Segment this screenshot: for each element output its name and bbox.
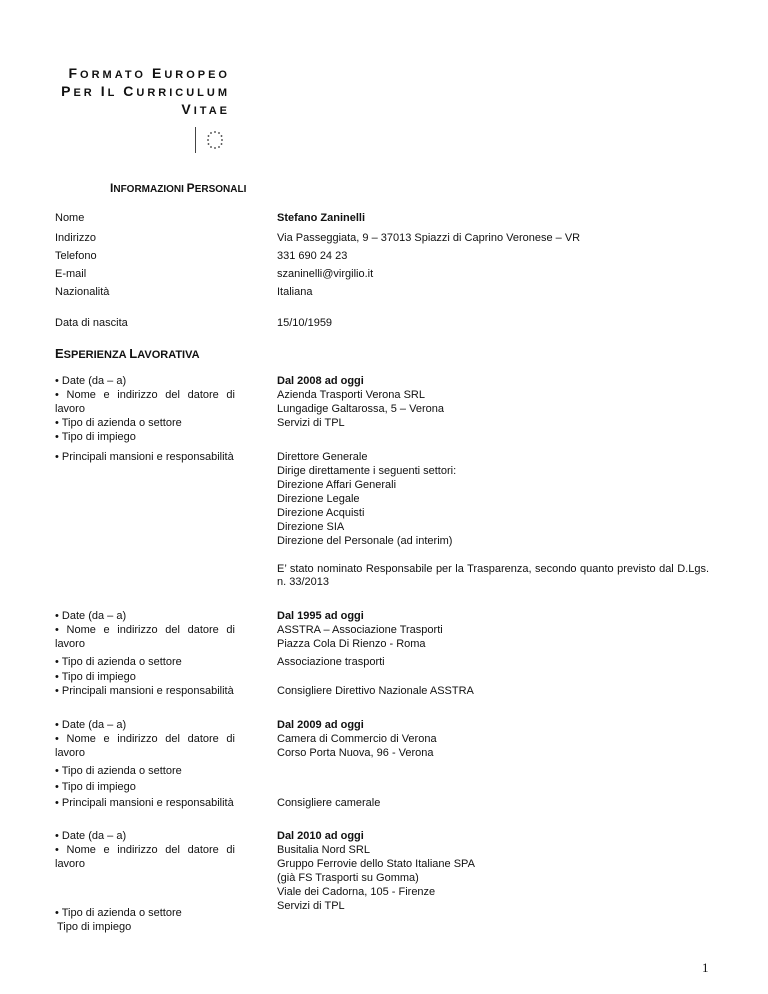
label-sector: • Tipo di azienda o settore xyxy=(55,417,182,429)
label-nome: Nome xyxy=(55,212,85,224)
entry-date: Dal 2009 ad oggi xyxy=(277,719,364,731)
entry-date: Dal 2008 ad oggi xyxy=(277,375,364,387)
section-title-personal: INFORMAZIONI PERSONALI xyxy=(110,181,247,195)
value-indirizzo: Via Passeggiata, 9 – 37013 Spiazzi di Caprino Veronese – VR xyxy=(277,232,581,244)
eu-flag-logo xyxy=(195,127,234,153)
label-date: • Date (da – a) xyxy=(55,375,127,387)
label-job-type: • Tipo di impiego xyxy=(55,781,136,793)
value-email: szaninelli@virgilio.it xyxy=(277,268,374,280)
label-employer: • Nome e indirizzo del datore di xyxy=(55,624,235,636)
label-employer: • Nome e indirizzo del datore di xyxy=(55,733,235,745)
label-date: • Date (da – a) xyxy=(55,719,127,731)
section-title-experience: ESPERIENZA LAVORATIVA xyxy=(55,346,200,361)
entry-duty: Direzione Affari Generali xyxy=(277,479,397,491)
entry-employer: (già FS Trasporti su Gomma) xyxy=(277,872,419,884)
entry-duty: Dirige direttamente i seguenti settori: xyxy=(277,465,457,477)
label-duties: • Principali mansioni e responsabilità xyxy=(55,451,234,463)
entry-sector: Servizi di TPL xyxy=(277,417,345,429)
entry-employer: ASSTRA – Associazione Trasporti xyxy=(277,624,443,636)
page-number: 1 xyxy=(702,960,709,975)
label-job-type: • Tipo di impiego xyxy=(55,671,136,683)
label-employer-cont: lavoro xyxy=(55,747,85,759)
label-nazionalita: Nazionalità xyxy=(55,286,110,298)
entry-duty: Direzione Legale xyxy=(277,493,360,505)
entry-employer: Gruppo Ferrovie dello Stato Italiane SPA xyxy=(277,858,475,870)
cv-header-line2: PER IL CURRICULUM xyxy=(61,83,230,99)
entry-employer: Camera di Commercio di Verona xyxy=(277,733,437,745)
label-telefono: Telefono xyxy=(55,250,97,262)
entry-employer: Lungadige Galtarossa, 5 – Verona xyxy=(277,403,444,415)
entry-note: E’ stato nominato Responsabile per la Trasparenza, secondo quanto previsto dal D.Lgs. n. 33/2013 xyxy=(277,563,709,588)
label-email: E-mail xyxy=(55,268,87,280)
label-date: • Date (da – a) xyxy=(55,830,127,842)
entry-date: Dal 1995 ad oggi xyxy=(277,610,364,622)
entry-duty: Direzione SIA xyxy=(277,521,345,533)
entry-sector: Associazione trasporti xyxy=(277,656,385,668)
label-job-type: Tipo di impiego xyxy=(57,921,132,933)
cv-header-line1: FORMATO EUROPEO xyxy=(68,65,230,81)
label-sector: • Tipo di azienda o settore xyxy=(55,765,182,777)
label-employer-cont: lavoro xyxy=(55,403,85,415)
entry-employer: Corso Porta Nuova, 96 - Verona xyxy=(277,747,434,759)
label-employer: • Nome e indirizzo del datore di xyxy=(55,844,235,856)
label-data-nascita: Data di nascita xyxy=(55,317,128,329)
entry-employer: Azienda Trasporti Verona SRL xyxy=(277,389,425,401)
label-indirizzo: Indirizzo xyxy=(55,232,96,244)
entry-duty: Direttore Generale xyxy=(277,451,368,463)
label-sector: • Tipo di azienda o settore xyxy=(55,907,182,919)
entry-sector: Servizi di TPL xyxy=(277,900,345,912)
label-sector: • Tipo di azienda o settore xyxy=(55,656,182,668)
entry-employer: Viale dei Cadorna, 105 - Firenze xyxy=(277,886,436,898)
label-employer-cont: lavoro xyxy=(55,638,85,650)
label-duties: • Principali mansioni e responsabilità xyxy=(55,797,234,809)
entry-duty: Consigliere camerale xyxy=(277,797,381,809)
cv-header-line3: VITAE xyxy=(181,101,230,117)
entry-duty: Consigliere Direttivo Nazionale ASSTRA xyxy=(277,685,474,697)
entry-duty: Direzione Acquisti xyxy=(277,507,365,519)
label-duties: • Principali mansioni e responsabilità xyxy=(55,685,234,697)
value-data-nascita: 15/10/1959 xyxy=(277,317,333,329)
entry-duty: Direzione del Personale (ad interim) xyxy=(277,535,453,547)
entry-employer: Busitalia Nord SRL xyxy=(277,844,370,856)
label-employer: • Nome e indirizzo del datore di xyxy=(55,389,235,401)
value-telefono: 331 690 24 23 xyxy=(277,250,348,262)
value-nome: Stefano Zaninelli xyxy=(277,212,366,224)
label-job-type: • Tipo di impiego xyxy=(55,431,136,443)
label-date: • Date (da – a) xyxy=(55,610,127,622)
value-nazionalita: Italiana xyxy=(277,286,313,298)
entry-date: Dal 2010 ad oggi xyxy=(277,830,364,842)
entry-employer: Piazza Cola Di Rienzo - Roma xyxy=(277,638,426,650)
label-employer-cont: lavoro xyxy=(55,858,85,870)
